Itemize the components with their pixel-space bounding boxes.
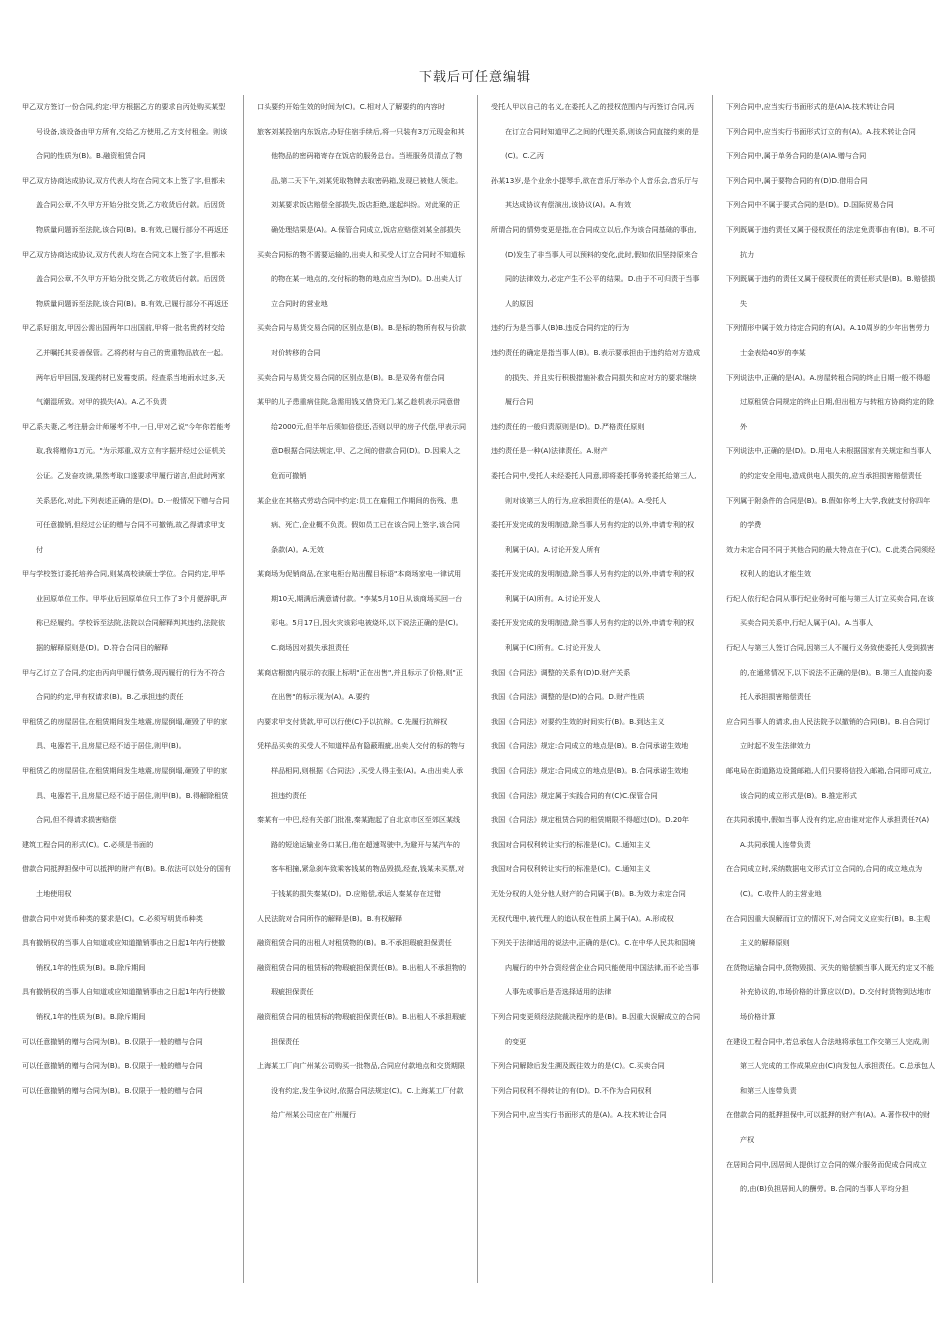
question-entry: 下列合同中不属于要式合同的是(D)。D.国际贸易合同 xyxy=(726,200,894,210)
question-entry: 下列属于附条件的合同是(B)。B.假如你考上大学,我就支付你四年的学费 xyxy=(726,495,931,530)
question-entry: 凭样品买卖的买受人不知道样品有隐蔽瑕疵,出卖人交付的标的物与样品相同,则根据《合同法》,买受人得主张(A)。A.由出卖人承担违约责任 xyxy=(257,741,465,800)
question-entry: 可以任意撤销的赠与合同为(B)。B.仅限于一般的赠与合同 xyxy=(22,1085,203,1095)
question-entry: 所谓合同的情势变更是指,在合同成立以后,作为该合同基础的事由,(D)发生了非当事人可以预料的变化,此时,假如依旧坚持原来合同的法律效力,必定产生不公平的结果。D.由于不可归责于当事人的原因 xyxy=(491,224,700,308)
question-entry: 下列合同中,应当实行书面形式的是(A)。A.技术转让合同 xyxy=(491,1110,667,1120)
text-column-2 xyxy=(257,95,467,1295)
question-entry: 借款合同抵押担保中可以抵押的财产有(B)。B.依法可以处分的国有土地使用权 xyxy=(22,864,232,898)
question-entry: 行纪人依行纪合同从事行纪业务时可能与第三人订立买卖合同,在该买卖合同关系中,行纪人属于(A)。A.当事人 xyxy=(726,593,934,628)
question-entry: 委托开发完成的发明制造,除当事人另有约定的以外,申请专利的权利属于(A)。A.讨论开发人所有 xyxy=(491,520,695,554)
question-entry: 甲租赁乙的房屋居住,在租赁期间发生地震,房屋倒塌,砸毁了甲的家具、电器若干,且房屋已经不适于居住,则甲(B)。B.得解除租赁合同,但不得请求损害赔偿 xyxy=(22,766,229,825)
question-entry: 下列既属于违约责任又属于侵权责任的法定免责事由有(B)。B.不可抗力 xyxy=(726,224,936,259)
question-entry: 我国《合同法》调整的关系有(D)D.财产关系 xyxy=(491,667,631,677)
question-entry: 违约责任的确定是指当事人(B)。B.表示要承担由于违约给对方造成的损失、并且实行积极措施补救合同损失和应对方的要求继续履行合同 xyxy=(491,347,701,407)
question-entry: 甲乙系好朋友,甲因公需出国两年口出国前,甲将一批名贵药材交给乙并嘱托其妥善保管。乙将药材与自己的贵重物品放在一起。两年后甲回国,发现药材已发霉变质。经查系当地雨水过多,天气潮湿所致。对甲的损失(A)。A.乙不负责 xyxy=(22,323,228,407)
question-entry: 行纪人与第三人签订合同,因第三人不履行义务致使委托人受到损害的,在通常情况下,以下说法不正确的是(B)。B.第三人直接向委托人承担损害赔偿责任 xyxy=(726,643,934,702)
question-entry: 委托合同中,受托人未经委托人同意,即将委托事务转委托给第三人,则对该第三人的行为,应承担责任的是(A)。A.受托人 xyxy=(491,470,697,505)
question-entry: 我国对合同权利转让实行的标准是(C)。C.通知主义 xyxy=(491,839,651,849)
question-entry: 违约责任的一般归责原则是(D)。D.严格责任原则 xyxy=(491,421,645,431)
question-entry: 可以任意撤销的赠与合同为(B)。B.仅限于一般的赠与合同 xyxy=(22,1061,203,1071)
question-entry: 下列合同解除后发生溯及既往效力的是(C)。C.买卖合同 xyxy=(491,1061,665,1071)
question-entry: 应合同当事人的请求,由人民法院予以撤销的合同(B)。B.自合同订立时起不发生法律效力 xyxy=(726,716,931,751)
question-entry: 某甲的儿子患重病住院,急需用钱又借贷无门,某乙趁机表示同意借给2000元,但半年后须如倍偿还,否则以甲的房子代偿,甲表示同意D根据合同法规定,甲、乙之间的借款合同(D)。D.因乘人之危而可撤销 xyxy=(257,397,467,480)
question-entry: 融资租赁合同的租赁标的物瑕疵担保责任(B)。B.出租人不承担物的瑕疵担保责任 xyxy=(257,962,467,997)
question-entry: 下列合同权利不得转让的有(D)。D.不作为合同权利 xyxy=(491,1085,652,1095)
question-entry: 甲与学校签订委托培养合同,则某高校读硕士学位。合同约定,甲毕业回原单位工作。甲毕业后回原单位只工作了3个月便辞职,声称已经履约。学校诉至法院,法院以合同解释判其违约,法院依据的解释原则是(D)。D.符合合同目的解释 xyxy=(22,569,228,653)
question-entry: 建筑工程合同的形式(C)。C.必须是书面的 xyxy=(22,839,154,849)
question-entry: 内要求甲支付货款,甲可以行使(C)予以抗辩。C.先履行抗辩权 xyxy=(257,716,448,726)
question-entry: 下列说法中,正确的是(A)。A.房屋转租合同的终止日期一般不得超过原租赁合同规定的终止日期,但出租方与转租方协商约定的除外 xyxy=(726,372,934,431)
question-entry: 邮电局在街道路边设置邮箱,人们只要将信投入邮箱,合同即可成立,该合同的成立形式是(B)。B.推定形式 xyxy=(726,766,932,800)
question-entry: 在借款合同的抵押担保中,可以抵押的财产有(A)。A.著作权中的财产权 xyxy=(726,1110,931,1144)
question-entry: 在合同成立时,采纳数据电文形式订立合同的,合同的成立地点为(C)。C.收件人的主营业地 xyxy=(726,864,923,898)
question-entry: 无权代理中,被代理人的追认权在性质上属于(A)。A.形成权 xyxy=(491,913,674,923)
question-entry: 违约责任是一种(A)法律责任。A.财产 xyxy=(491,446,608,456)
question-entry: 秦某有一中巴,经有关部门批准,秦某跑起了自北京市区至郊区某线路的短途运输业务口某日,他在超速驾驶中,为避开与某汽车的客车相撞,紧急刹车致乘客钱某的物品毁损,经查,钱某未买票,对于钱某的损失秦某(D)。D.应赔偿,承运人秦某存在过错 xyxy=(257,815,465,898)
question-entry: 委托开发完成的发明制造,除当事人另有约定的以外,申请专利的权利属于(C)所有。C.讨论开发人 xyxy=(491,618,695,653)
question-entry: 在建设工程合同中,若总承包人合法地将承包工作交第三人完成,则第三人完成的工作成果应由(C)向发包人承担责任。C.总承包人和第三人连带负责 xyxy=(726,1036,936,1095)
question-entry: 某商场为促销商品,在家电柜台贴出醒目标语"本商场家电一律试用期10天,期满后满意请付款。"李某5月10日从该商场买回一台彩电。5月17日,因火灾该彩电被烧坏,以下说法正确的是(C)。C.商场因对损失承担责任 xyxy=(257,569,463,653)
question-entry: 口头要约开始生效的时间为(C)。C.相对人了解要约的内容时 xyxy=(257,102,445,111)
question-entry: 在居间合同中,因居间人提供订立合同的媒介服务而促成合同成立的,由(B)负担居间人的酬劳。B.合同的当事人平均分担 xyxy=(726,1159,927,1194)
question-entry: 我国对合同权利转让实行的标准是(C)。C.通知主义 xyxy=(491,864,651,874)
question-entry: 违约行为是当事人(B)B.违反合同约定的行为 xyxy=(491,323,630,333)
question-entry: 甲乙双方签订一份合同,约定:甲方根据乙方的要求自丙处购买某型号设备,该设备由甲方所有,交给乙方使用,乙方支付租金。则该合同的性质为(B)。B.融资租赁合同 xyxy=(22,102,228,161)
question-entry: 我国《合同法》规定:合同成立的地点是(B)。B.合同承诺生效地 xyxy=(491,766,689,776)
question-entry: 下列合同中,应当实行书面形式订立的有(A)。A.技术转让合同 xyxy=(726,126,916,136)
question-entry: 我国《合同法》规定属于实践合同的有(C)C.保管合同 xyxy=(491,790,658,800)
text-column-1 xyxy=(22,95,232,1295)
column-divider xyxy=(712,95,713,1283)
question-entry: 买卖合同与易货交易合同的区别点是(B)。B.是标的物所有权与价款对价转移的合同 xyxy=(257,323,467,357)
question-entry: 下列合同变更须经法院裁决程序的是(B)。B.因重大误解成立的合同的变更 xyxy=(491,1011,701,1046)
question-entry: 甲租赁乙的房屋居住,在租赁期间发生地震,房屋倒塌,砸毁了甲的家具、电器若干,且房屋已经不适于居住,则甲(B)。 xyxy=(22,716,228,751)
question-entry: 下列合同中,属于要物合同的有(D)D.借用合同 xyxy=(726,175,868,185)
question-entry: 我国《合同法》规定:合同成立的地点是(B)。B.合同承诺生效地 xyxy=(491,741,689,751)
question-entry: 下列合同中,属于单务合同的是(A)A.赠与合同 xyxy=(726,151,867,161)
question-entry: 甲乙双方协商达成协议,双方代表人均在合同文本上签了字,但都未盖合同公章,不久甲方开始分批交货,乙方收货后付款。后因货物质量问题诉至法院,该合同(B)。B.有效,已履行部分不再返还 xyxy=(22,249,229,308)
question-entry: 我国《合同法》对要约生效的时间实行(B)。B.到达主义 xyxy=(491,716,665,726)
column-divider xyxy=(243,95,244,1283)
question-entry: 买卖合同与易货交易合同的区别点是(B)。B.是双务有偿合同 xyxy=(257,372,445,382)
question-entry: 旅客刘某投宿内东饭店,办好住宿手续后,将一只装有3万元现金和其他物品的密码箱寄存在饭店的服务总台。当班服务员清点了物品,第二天下午,刘某凭取物牌去取密码箱,发现已被他人领走。刘某要求饭店赔偿全部损失,饭店拒绝,遂起纠纷。对此案的正确处理结果是(A)。A.保管合同成立,饭店应赔偿刘某全部损失 xyxy=(257,126,465,234)
question-entry: 下列合同中,应当实行书面形式的是(A)A.技术转让合同 xyxy=(726,102,895,111)
question-entry: 下列关于法律适用的说法中,正确的是(C)。C.在中华人民共和国境内履行的中外合资经营企业合同只能使用中国法律,而不论当事人事先或事后是否选择适用的法律 xyxy=(491,938,699,997)
question-entry: 具有撤销权的当事人自知道或应知道撤销事由之日起1年内行使撤销权,1年的性质为(B)。B.除斥期间 xyxy=(22,938,226,972)
question-entry: 受托人甲以自己的名义,在委托人乙的授权范围内与丙签订合同,丙在订立合同时知道甲乙之间的代理关系,则该合同直接约束的是(C)。C.乙丙 xyxy=(491,102,699,161)
page-title: 下载后可任意编辑 xyxy=(418,70,531,85)
question-entry: 可以任意撤销的赠与合同为(B)。B.仅限于一般的赠与合同 xyxy=(22,1036,203,1046)
question-entry: 某企业在其格式劳动合同中约定:员工在雇佣工作期间的伤残、患病、死亡,企业概不负责。假如员工已在该合同上签字,该合同条款(A)。A.无效 xyxy=(257,495,460,554)
question-entry: 融资租赁合同的租赁标的物瑕疵担保责任(B)。B.出租人不承担瑕疵担保责任 xyxy=(257,1011,467,1046)
column-divider xyxy=(477,95,478,1283)
text-column-3 xyxy=(491,95,701,1295)
question-entry: 甲与乙订立了合同,约定由丙向甲履行债务,现丙履行的行为不符合合同的约定,甲有权请求(B)。B.乙承担违约责任 xyxy=(22,667,226,702)
question-entry: 某商店橱窗内展示的衣服上标明"正在出售",并且标示了价格,则"正在出售"的标示视为(A)。A.要约 xyxy=(257,667,463,702)
question-entry: 下列说法中,正确的是(D)。D.用电人未根据国家有关规定和当事人的约定安全用电,造成供电人损失的,应当承担损害赔偿责任 xyxy=(726,446,932,480)
question-entry: 效力未定合同不同于其他合同的最大特点在于(C)。C.此类合同须经权利人的追认才能生效 xyxy=(726,544,936,579)
question-entry: 在共同承揽中,假如当事人没有约定,应由谁对定作人承担责任?(A)A.共同承揽人连带负责 xyxy=(726,815,930,849)
question-entry: 融资租赁合同的出租人对租赁物的(B)。B.不承担瑕疵担保责任 xyxy=(257,938,452,948)
question-entry: 在货物运输合同中,货物毁损、灭失的赔偿额当事人既无约定又不能补充协议的,市场价格的计算应以(D)。D.交付时货物到达地市场价格计算 xyxy=(726,962,934,1021)
text-column-4 xyxy=(726,95,936,1295)
question-entry: 下列情形中属于效力待定合同的有(A)。A.10周岁的少年出售劳力士金表给40岁的李某 xyxy=(726,323,930,357)
question-entry: 甲乙系夫妻,乙考注册会计师屡考不中,一日,甲对乙说"今年你若能考取,我将赠你1万元。"为示郑重,双方立有字据并经过公证机关公证。乙发奋攻读,果然考取口遂要求甲履行诺言,但此时两家关系恶化,对此,下列表述正确的是(D)。D.一般情况下赠与合同可任意撤销,但经过公证的赠与合同不可撤销,故乙得请求甲支付 xyxy=(22,421,231,554)
question-entry: 我国《合同法》调整的是(D)的合同。D.财产性质 xyxy=(491,692,645,702)
question-entry: 具有撤销权的当事人自知道或应知道撤销事由之日起1年内行使撤销权,1年的性质为(B)。B.除斥期间 xyxy=(22,987,226,1021)
question-entry: 上海某工厂向广州某公司购买一批物品,合同应付款地点和交货期限没有约定,发生争议时,依据合同法规定(C)。C.上海某工厂付款给广州某公司应在广州履行 xyxy=(257,1061,465,1120)
question-entry: 下列既属于违约的责任又属于侵权责任的责任形式是(B)。B.赔偿损失 xyxy=(726,274,936,308)
question-entry: 孙某13岁,是个业余小提琴手,欲在音乐厅举办个人音乐会,音乐厅与其达成协议有偿演出,该协议(A)。A.有效 xyxy=(491,175,699,210)
question-entry: 我国《合同法》规定租赁合同的租赁期限不得超过(D)。D.20年 xyxy=(491,815,689,825)
question-entry: 借款合同中对货币种类的要求是(C)。C.必须写明货币种类 xyxy=(22,913,203,923)
question-entry: 甲乙双方协商达成协议,双方代表人均在合同文本上签了字,但都未盖合同公章,不久甲方开始分批交货,乙方收货后付款。后因货物质量问题诉至法院,该合同(B)。B.有效,已履行部分不再返还 xyxy=(22,175,229,234)
question-entry: 人民法院对合同所作的解释是(B)。B.有权解释 xyxy=(257,913,403,923)
question-entry: 无处分权的人处分他人财产的合同属于(B)。B.为效力未定合同 xyxy=(491,889,686,898)
question-entry: 委托开发完成的发明制造,除当事人另有约定的以外,申请专利的权利属于(A)所有。A.讨论开发人 xyxy=(491,569,695,603)
question-entry: 买卖合同标的物不需要运输的,出卖人和买受人订立合同时不知道标的物在某一地点的,交付标的物的地点应当为(D)。D.出卖人订立合同时的营业地 xyxy=(257,249,465,308)
question-entry: 在合同因重大误解而订立的情况下,对合同文义应实行(B)。B.主观主义的解释原则 xyxy=(726,913,931,948)
